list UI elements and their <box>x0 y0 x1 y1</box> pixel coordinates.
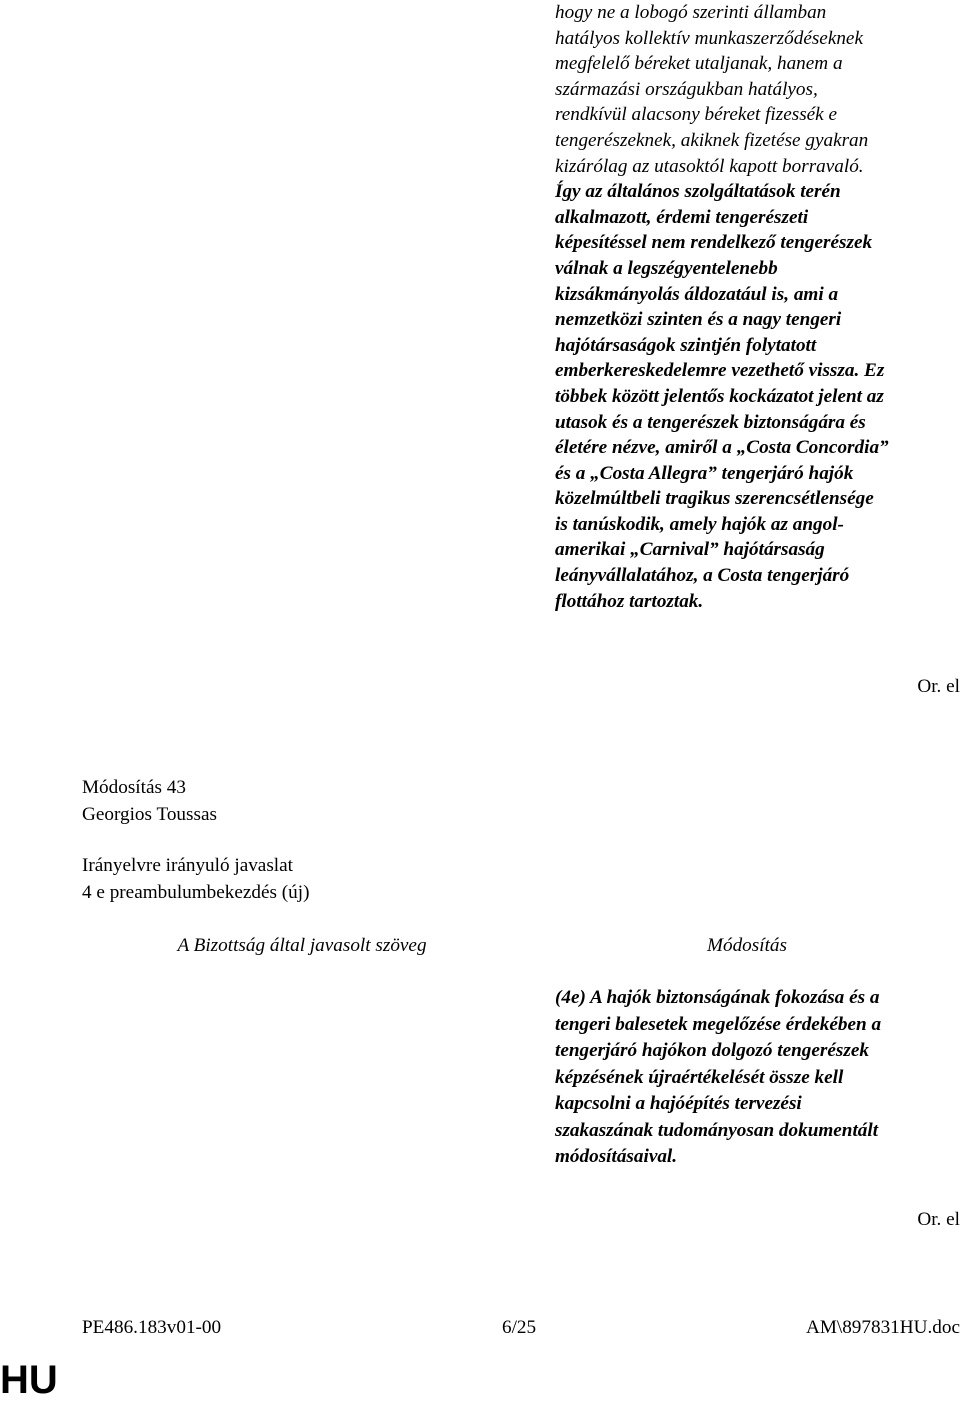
text-line-added: flottához tartoztak. <box>555 590 704 612</box>
text-line: származási országukban hatályos, <box>555 78 818 100</box>
column-header-commission-text: A Bizottság által javasolt szöveg <box>177 935 427 956</box>
text-line-added: képzésének újraértékelését össze kell <box>555 1066 844 1088</box>
language-code: HU <box>0 1358 58 1402</box>
text-line: kizárólag az utasoktól kapott borravaló. <box>555 155 864 177</box>
text-line: tengerészeknek, akiknek fizetése gyakran <box>555 129 869 151</box>
text-line: megfelelő béreket utaljanak, hanem a <box>555 53 843 75</box>
text-line-added: életére nézve, amiről a „Costa Concordia” <box>555 437 889 459</box>
amendment-author: Georgios Toussas <box>82 804 217 825</box>
text-line-added: többek között jelentős kockázatot jelent az <box>555 385 884 407</box>
text-line-added: és a „Costa Allegra” tengerjáró hajók <box>555 462 854 484</box>
proposal-type: Irányelvre irányuló javaslat <box>82 855 293 876</box>
text-line: hatályos kollektív munkaszerződéseknek <box>555 27 863 49</box>
text-line-added: is tanúskodik, amely hajók az angol- <box>555 513 844 535</box>
amendment-number: Módosítás 43 <box>82 777 186 798</box>
text-line-added: hajótársaságok szintjén folytatott <box>555 334 817 356</box>
text-line-added: kapcsolni a hajóépítés tervezési <box>555 1093 802 1114</box>
footer-page-number: 6/25 <box>502 1317 537 1338</box>
text-line-added: utasok és a tengerészek biztonságára és <box>555 411 866 433</box>
column-header-amendment: Módosítás <box>707 935 787 956</box>
footer-reference: PE486.183v01-00 <box>82 1317 222 1338</box>
text-line-added: nemzetközi szinten és a nagy tengeri <box>555 309 842 331</box>
text-line-added: emberkereskedelemre vezethető vissza. Ez <box>555 360 885 382</box>
proposal-reference <box>82 852 310 906</box>
text-line-added: leányvállalatához, a Costa tengerjáró <box>555 565 850 587</box>
text-line-added: szakaszának tudományosan dokumentált <box>555 1119 879 1141</box>
text-line-added: (4e) A hajók biztonságának fokozása és a <box>555 987 880 1008</box>
amendment-header <box>82 774 217 828</box>
text-line: hogy ne a lobogó szerinti államban <box>555 2 827 23</box>
original-language-label: Or. el <box>917 676 960 697</box>
page-footer <box>82 1316 960 1342</box>
amended-text-continuation <box>555 0 955 614</box>
text-line-added: Így az általános szolgáltatások terén <box>555 181 841 203</box>
text-line-added: kizsákmányolás áldozatául is, ami a <box>555 283 839 305</box>
text-line-added: módosításaival. <box>555 1146 678 1167</box>
text-line-added: alkalmazott, érdemi tengerészeti <box>555 206 809 228</box>
text-line-added: tengeri balesetek megelőzése érdekében a <box>555 1013 882 1035</box>
proposal-recital: 4 e preambulumbekezdés (új) <box>82 882 310 903</box>
amendment-new-text <box>555 985 955 1171</box>
text-line-added: képesítéssel nem rendelkező tengerészek <box>555 232 873 254</box>
text-line-added: tengerjáró hajókon dolgozó tengerészek <box>555 1040 869 1061</box>
text-line: rendkívül alacsony béreket fizessék e <box>555 104 838 126</box>
text-line-added: közelmúltbeli tragikus szerencsétlensége <box>555 488 874 510</box>
original-language-label: Or. el <box>917 1209 960 1230</box>
footer-document-name: AM\897831HU.doc <box>805 1317 960 1338</box>
text-line-added: válnak a legszégyentelenebb <box>555 257 778 279</box>
text-line-added: amerikai „Carnival” hajótársaság <box>555 539 825 561</box>
